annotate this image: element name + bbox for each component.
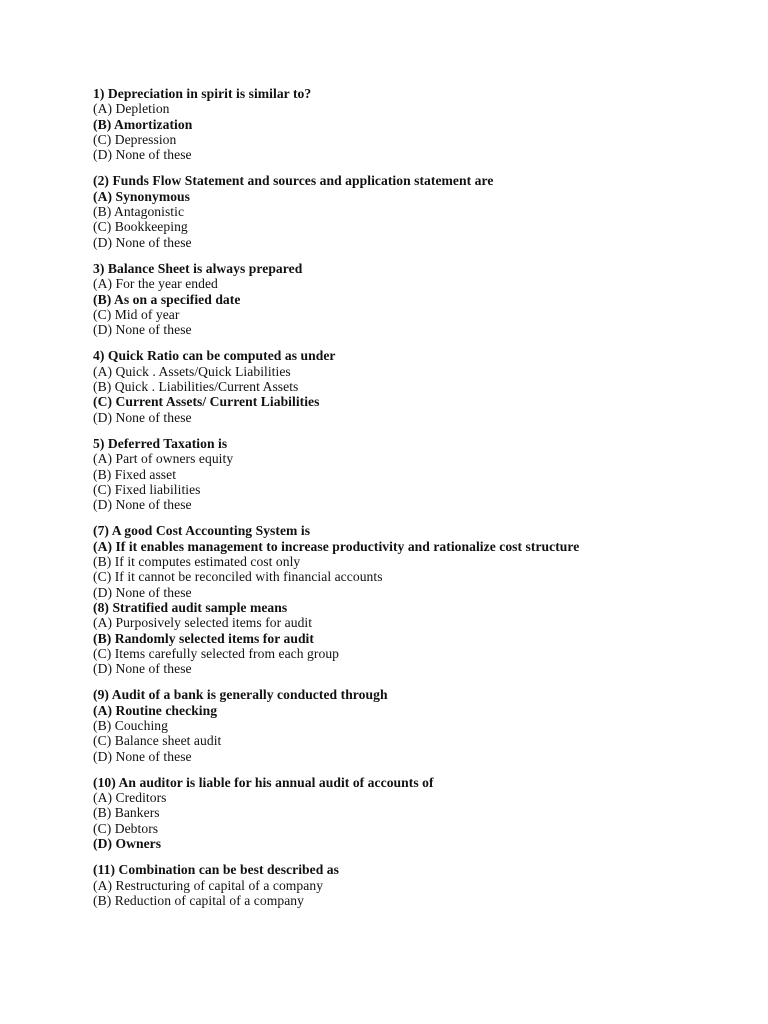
question-stem: 3) Balance Sheet is always prepared <box>93 260 303 276</box>
answer-option-correct: (B) Randomly selected items for audit <box>93 630 314 646</box>
answer-option: (C) Balance sheet audit <box>93 733 222 749</box>
question-stem: 4) Quick Ratio can be computed as under <box>93 348 336 364</box>
question-stem: (2) Funds Flow Statement and sources and application statement are <box>93 173 494 189</box>
answer-option-correct: (C) Current Assets/ Current Liabilities <box>93 394 320 410</box>
question-block <box>93 261 753 337</box>
question-block <box>93 862 753 908</box>
answer-option: (D) None of these <box>93 147 192 163</box>
answer-option: (C) Depression <box>93 131 177 147</box>
answer-option: (C) Debtors <box>93 820 159 836</box>
answer-option: (C) Items carefully selected from each group <box>93 645 340 661</box>
answer-option: (B) Couching <box>93 717 168 733</box>
question-block <box>93 86 753 162</box>
answer-option: (B) Antagonistic <box>93 204 185 220</box>
question-block <box>93 600 753 676</box>
question-stem: (9) Audit of a bank is generally conducted through <box>93 687 388 703</box>
answer-option: (D) None of these <box>93 748 192 764</box>
answer-option-correct: (A) Synonymous <box>93 188 191 204</box>
question-block <box>93 687 753 763</box>
answer-option: (A) Part of owners equity <box>93 451 234 467</box>
question-stem: 5) Deferred Taxation is <box>93 435 228 451</box>
answer-option: (D) None of these <box>93 661 192 677</box>
answer-option: (C) If it cannot be reconciled with financial accounts <box>93 569 383 585</box>
question-stem: (7) A good Cost Accounting System is <box>93 523 311 539</box>
answer-option: (D) None of these <box>93 322 192 338</box>
answer-option: (D) None of these <box>93 409 192 425</box>
answer-option: (A) Quick . Assets/Quick Liabilities <box>93 363 291 379</box>
answer-option: (A) For the year ended <box>93 276 218 292</box>
answer-option-correct: (A) Routine checking <box>93 702 218 718</box>
question-block <box>93 173 753 249</box>
question-stem: (10) An auditor is liable for his annual audit of accounts of <box>93 774 434 790</box>
answer-option: (B) Bankers <box>93 805 160 821</box>
answer-option: (C) Bookkeeping <box>93 219 188 235</box>
question-stem: (8) Stratified audit sample means <box>93 599 288 615</box>
question-stem: 1) Depreciation in spirit is similar to? <box>93 86 312 101</box>
answer-option: (C) Fixed liabilities <box>93 481 201 497</box>
answer-option: (B) If it computes estimated cost only <box>93 554 301 570</box>
question-block <box>93 775 753 851</box>
answer-option: (B) Fixed asset <box>93 466 177 482</box>
answer-option: (A) Creditors <box>93 790 167 806</box>
answer-option: (D) None of these <box>93 497 192 513</box>
answer-option-correct: (B) As on a specified date <box>93 291 241 307</box>
answer-option: (B) Quick . Liabilities/Current Assets <box>93 379 299 395</box>
question-block <box>93 436 753 512</box>
answer-option-correct: (D) Owners <box>93 836 162 852</box>
answer-option-correct: (B) Amortization <box>93 116 193 132</box>
question-block <box>93 348 753 424</box>
question-document <box>93 86 753 919</box>
question-block <box>93 523 753 599</box>
answer-option-correct: (A) If it enables management to increase productivity and rationalize cost structure <box>93 538 580 554</box>
answer-option: (A) Purposively selected items for audit <box>93 615 313 631</box>
answer-option: (C) Mid of year <box>93 306 180 322</box>
question-stem: (11) Combination can be best described as <box>93 862 339 878</box>
answer-option: (A) Depletion <box>93 101 170 117</box>
answer-option: (D) None of these <box>93 234 192 250</box>
answer-option: (D) None of these <box>93 584 192 600</box>
answer-option: (A) Restructuring of capital of a company <box>93 877 324 893</box>
answer-option: (B) Reduction of capital of a company <box>93 892 304 908</box>
